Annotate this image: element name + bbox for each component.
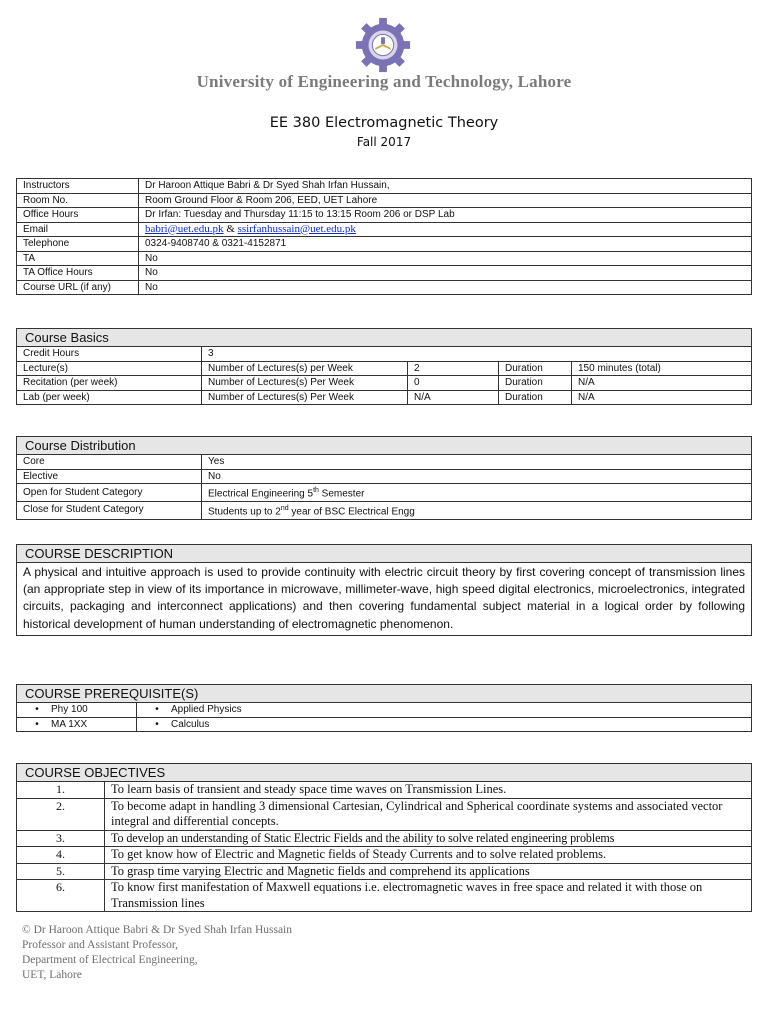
section-header-row [17, 685, 752, 703]
distribution-value: No [202, 469, 752, 484]
table-row [17, 347, 752, 362]
course-basics-table [16, 328, 752, 405]
objective-text: To learn basis of transient and steady space time waves on Transmission Lines. [105, 782, 752, 799]
objective-text: To get know how of Electric and Magnetic fields of Steady Currents and to solve related problems. [105, 847, 752, 864]
info-value: No [139, 280, 752, 295]
credit-hours-value: 3 [202, 347, 752, 362]
course-title: EE 380 Electromagnetic Theory [269, 115, 499, 131]
info-label: TA [17, 251, 139, 266]
distribution-label: Core [17, 455, 202, 470]
footer-line: UET, Lahore [22, 969, 82, 981]
info-value: 0324-9408740 & 0321-4152871 [139, 237, 752, 252]
course-distribution-table [16, 436, 752, 520]
prerequisite-name-text: Calculus [171, 718, 210, 730]
university-logo [354, 16, 412, 74]
table-row [17, 484, 752, 502]
table-row [17, 222, 752, 237]
objective-number: 5. [17, 863, 105, 880]
bullet-icon: • [35, 704, 39, 715]
table-row [17, 798, 752, 830]
objective-text: To grasp time varying Electric and Magnetic fields and comprehend its applications [105, 863, 752, 880]
prerequisite-code [17, 717, 137, 732]
section-header-row [17, 764, 752, 782]
section-header-row [17, 437, 752, 455]
table-row [17, 830, 752, 847]
objective-number: 2. [17, 798, 105, 830]
footer-line: Department of Electrical Engineering, [22, 954, 198, 966]
table-row [17, 469, 752, 484]
basics-item: Number of Lectures(s) per Week [202, 361, 408, 376]
prerequisite-code [17, 703, 137, 718]
table-row [17, 266, 752, 281]
table-row [17, 703, 752, 718]
info-label: TA Office Hours [17, 266, 139, 281]
distribution-label: Close for Student Category [17, 501, 202, 519]
superscript: th [313, 487, 319, 494]
table-row [17, 880, 752, 912]
credit-hours-label: Credit Hours [17, 347, 202, 362]
basics-duration-value: 150 minutes (total) [572, 361, 752, 376]
prerequisite-code-text: MA 1XX [51, 718, 88, 730]
value-text: Semester [318, 488, 365, 500]
basics-duration-label: Duration [499, 376, 572, 391]
table-row [17, 847, 752, 864]
objective-number: 4. [17, 847, 105, 864]
email-link-irfan[interactable]: ssirfanhussain@uet.edu.pk [237, 222, 356, 235]
basics-count: 2 [408, 361, 499, 376]
info-value: No [139, 251, 752, 266]
basics-label: Recitation (per week) [17, 376, 202, 391]
info-label: Room No. [17, 193, 139, 208]
table-row [17, 563, 752, 636]
objective-number: 3. [17, 830, 105, 847]
table-row [17, 193, 752, 208]
basics-item: Number of Lectures(s) Per Week [202, 376, 408, 391]
info-label: Email [17, 222, 139, 237]
prerequisite-name-text: Applied Physics [171, 704, 242, 715]
course-description-table [16, 544, 752, 636]
info-value: Dr Haroon Attique Babri & Dr Syed Shah Irfan Hussain, [139, 179, 752, 194]
course-description-text: A physical and intuitive approach is used to provide continuity with electric circuit theory by first covering concept of transmission lines (an appropriate step in view of its importance in microwave, millimeter-wave, high speed digital electronics, microelectronics, integrated circuits, packaging and interconnect applications) and then covering fundamental subject material in a logical order by following historical development of human understanding of electromagnetic phenomenon. [17, 563, 752, 636]
table-row [17, 376, 752, 391]
info-value: Room Ground Floor & Room 206, EED, UET Lahore [139, 193, 752, 208]
prerequisite-name [137, 703, 752, 718]
course-description-heading: COURSE DESCRIPTION [17, 545, 752, 563]
prerequisite-code-text: Phy 100 [51, 704, 88, 715]
table-row [17, 390, 752, 405]
distribution-value [202, 501, 752, 519]
course-objectives-heading: COURSE OBJECTIVES [17, 764, 752, 782]
copyright-footer [22, 923, 292, 983]
course-prerequisites-heading: COURSE PREREQUISITE(S) [17, 685, 752, 703]
table-row [17, 251, 752, 266]
course-basics-heading: Course Basics [17, 329, 752, 347]
section-header-row [17, 545, 752, 563]
course-distribution-heading: Course Distribution [17, 437, 752, 455]
basics-label: Lab (per week) [17, 390, 202, 405]
footer-line: © Dr Haroon Attique Babri & Dr Syed Shah Irfan Hussain [22, 924, 292, 936]
instructor-info-table [16, 178, 752, 295]
prerequisite-name [137, 717, 752, 732]
table-row [17, 208, 752, 223]
table-row [17, 863, 752, 880]
course-objectives-table [16, 763, 752, 912]
value-text: year of BSC Electrical Engg [288, 506, 415, 518]
course-prerequisites-table [16, 684, 752, 732]
distribution-value: Yes [202, 455, 752, 470]
email-cell [139, 222, 752, 237]
email-separator: & [223, 222, 238, 235]
basics-duration-value: N/A [572, 376, 752, 391]
section-header-row [17, 329, 752, 347]
objective-text: To develop an understanding of Static Electric Fields and the ability to solve related engineering problems [105, 830, 752, 847]
university-name: University of Engineering and Technology, Lahore [196, 72, 572, 91]
value-text: Students up to 2 [208, 506, 281, 518]
email-link-babri[interactable]: babri@uet.edu.pk [145, 222, 224, 235]
table-row [17, 361, 752, 376]
objective-text: To know first manifestation of Maxwell equations i.e. electromagnetic waves in free space and related it with those on Transmission lines [105, 880, 752, 912]
info-label: Instructors [17, 179, 139, 194]
distribution-label: Elective [17, 469, 202, 484]
table-row [17, 782, 752, 799]
table-row [17, 237, 752, 252]
basics-label: Lecture(s) [17, 361, 202, 376]
table-row [17, 501, 752, 519]
table-row [17, 280, 752, 295]
info-label: Office Hours [17, 208, 139, 223]
bullet-icon: • [155, 704, 159, 715]
distribution-value [202, 484, 752, 502]
basics-duration-label: Duration [499, 390, 572, 405]
info-value: No [139, 266, 752, 281]
table-row [17, 717, 752, 732]
bullet-icon: • [35, 718, 39, 730]
value-text: Electrical Engineering 5 [208, 488, 314, 500]
objective-text: To become adapt in handling 3 dimensional Cartesian, Cylindrical and Spherical coordinate systems and associated vector integral and differential concepts. [105, 798, 752, 830]
semester: Fall 2017 [356, 135, 412, 149]
basics-count: N/A [408, 390, 499, 405]
footer-line: Professor and Assistant Professor, [22, 939, 179, 951]
bullet-icon: • [155, 718, 159, 730]
objective-number: 1. [17, 782, 105, 799]
table-row [17, 455, 752, 470]
basics-duration-label: Duration [499, 361, 572, 376]
basics-count: 0 [408, 376, 499, 391]
superscript: nd [280, 504, 289, 512]
info-value: Dr Irfan: Tuesday and Thursday 11:15 to 13:15 Room 206 or DSP Lab [139, 208, 752, 223]
basics-duration-value: N/A [572, 390, 752, 405]
info-label: Telephone [17, 237, 139, 252]
info-label: Course URL (if any) [17, 280, 139, 295]
table-row [17, 179, 752, 194]
distribution-label: Open for Student Category [17, 484, 202, 502]
basics-item: Number of Lectures(s) Per Week [202, 390, 408, 405]
objective-number: 6. [17, 880, 105, 912]
